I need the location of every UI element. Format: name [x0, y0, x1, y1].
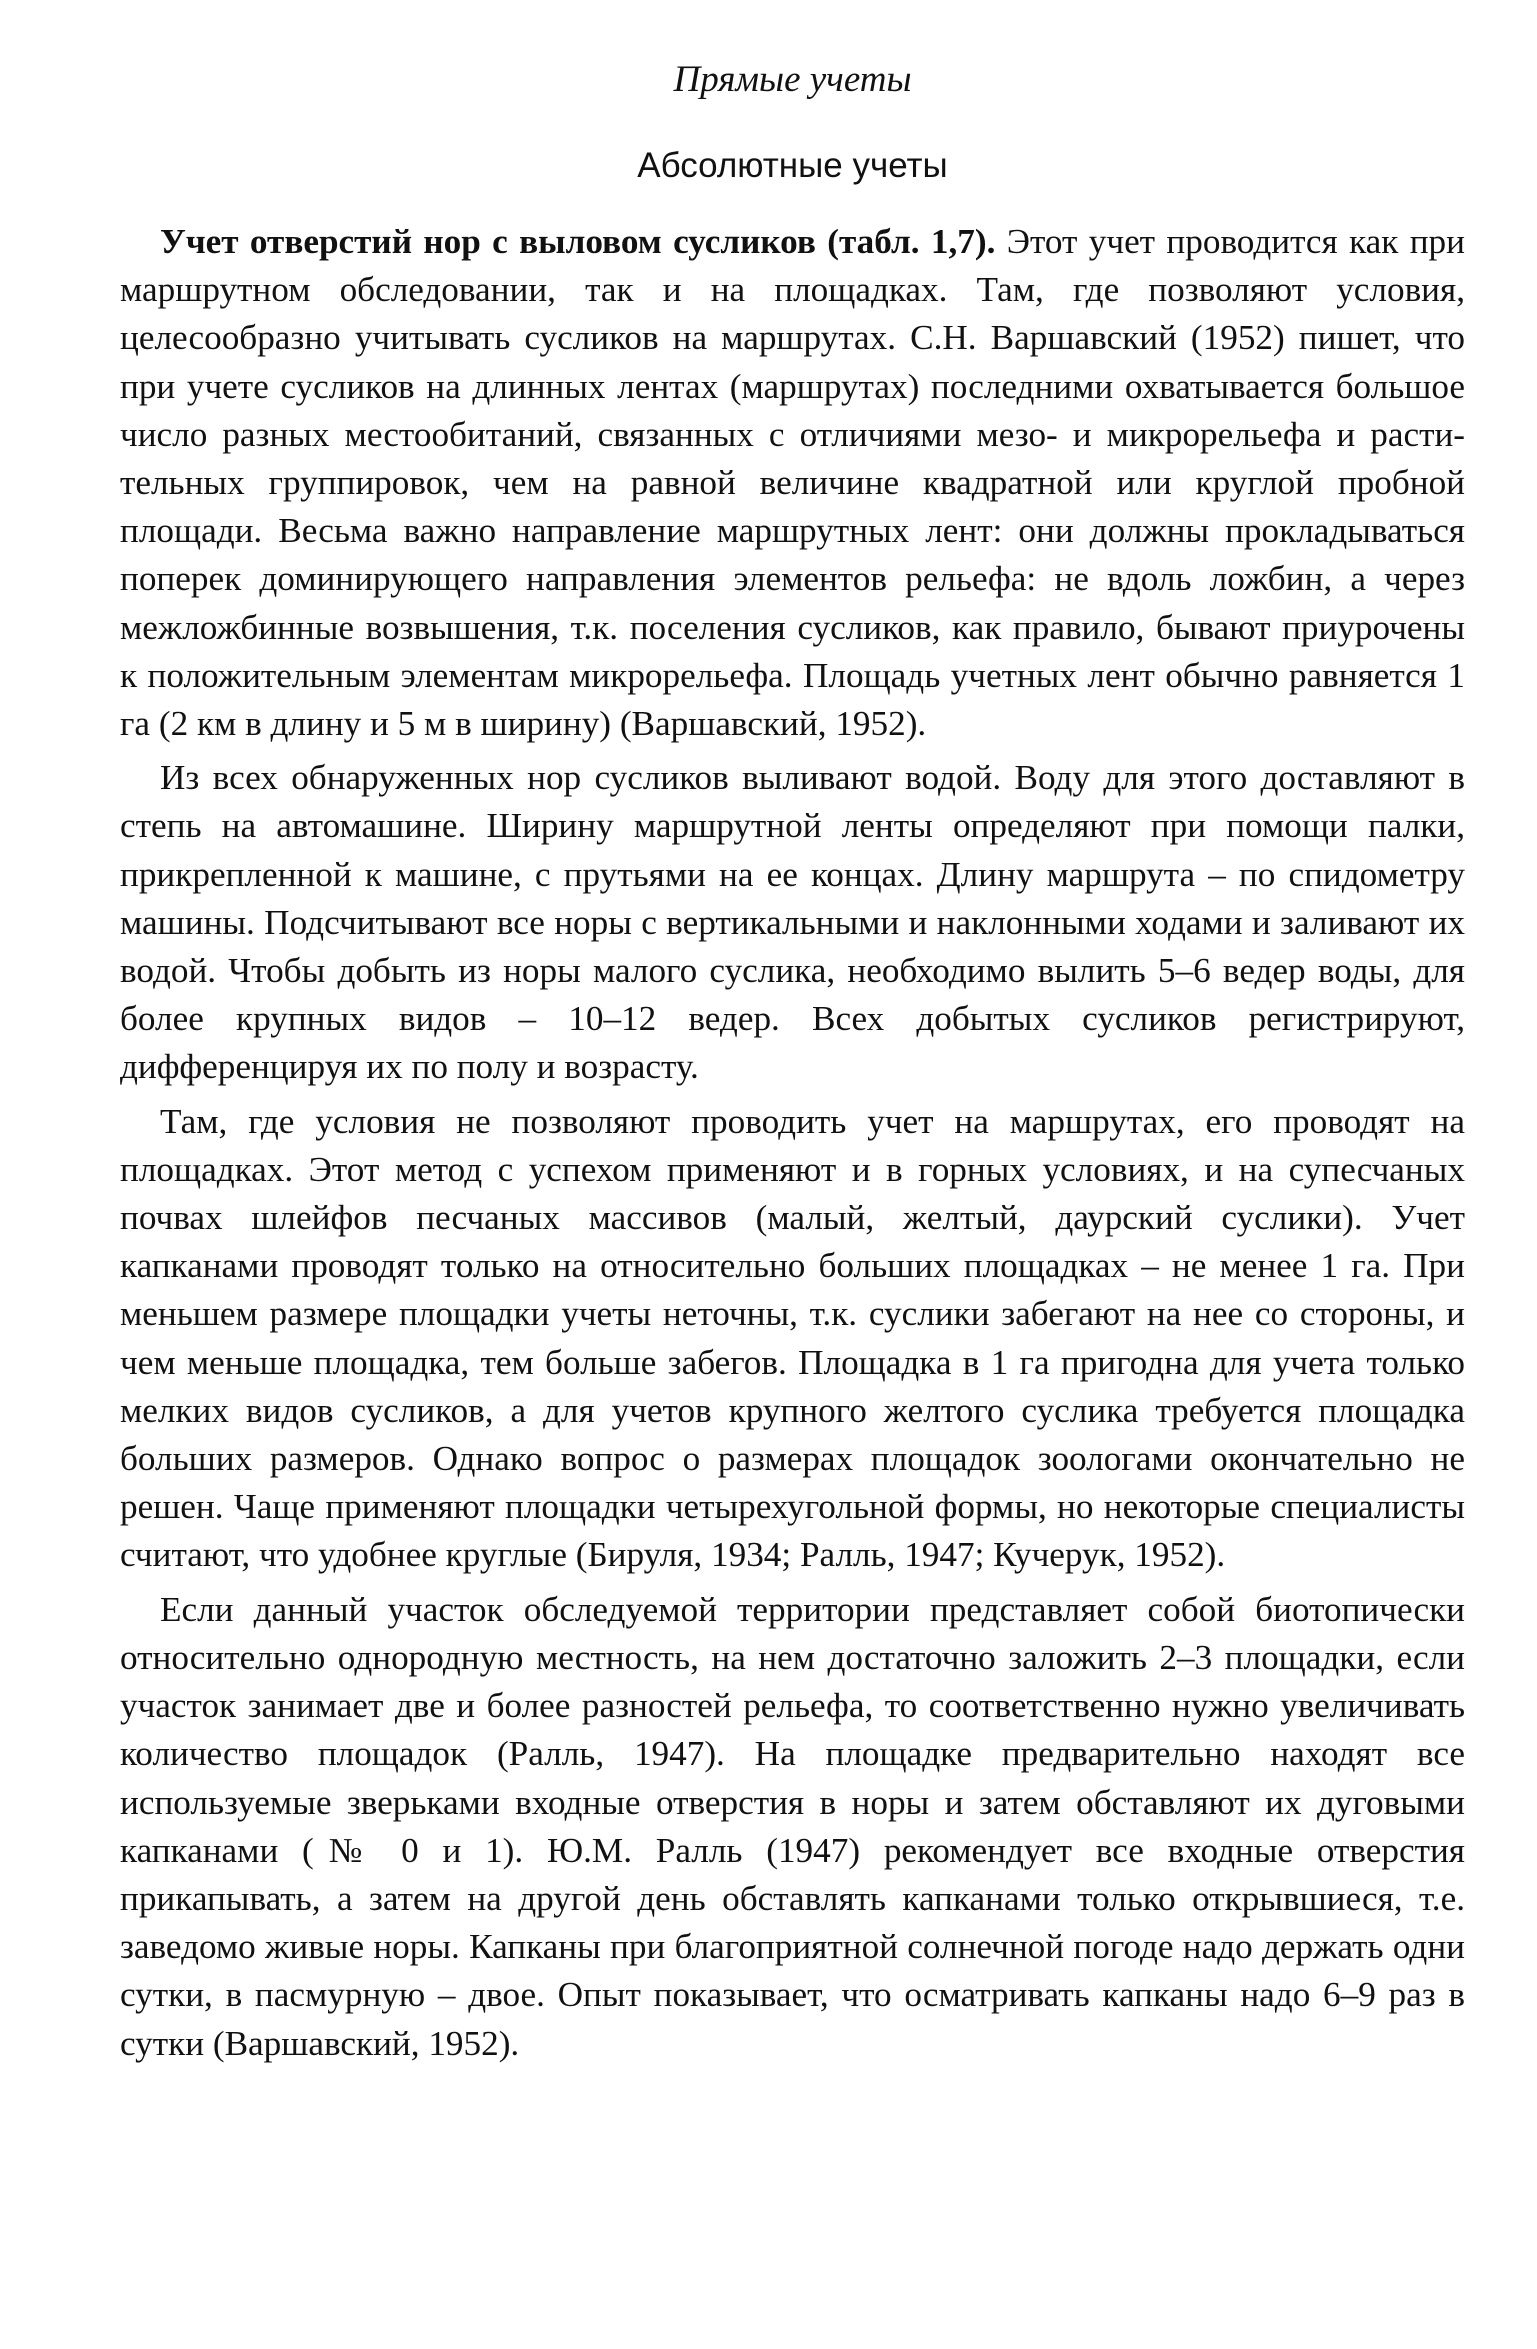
section-title: Абсолютные учеты [637, 146, 948, 185]
paragraph-1-lead: Учет отверстий нор с выловом сусликов (табл. 1,7). [160, 222, 996, 261]
paragraph-4 [120, 1586, 1465, 2068]
paragraph-4-text: Если данный участок обследуемой территории представляет собой биотопически относительно однородную местность, на нем достаточно заложить 2–3 площадки, если участок занимает две и более разностей рельефа, то соответственно нужно увеличивать количество площадок (Ралль, 1947). На площадке предварительно находят все используемые зверьками входные отверстия в норы и затем обставляют их дуговыми капканами (№ 0 и 1). Ю.М. Ралль (1947) рекомендует все входные отверстия прикапывать, а затем на другой день обставлять капканами только открывшиеся, т.е. заведомо живые норы. Капканы при благоприятной солнечной погоде надо держать одни сутки, в пасмурную – двое. Опыт показывает, что осматривать капканы надо 6–9 раз в сутки (Варшавский, 1952). [120, 1589, 1465, 2063]
book-page [120, 58, 1465, 2074]
paragraph-2-text: Из всех обнаруженных нор сусликов выливают водой. Воду для этого доставляют в степь на автомашине. Ширину маршрутной ленты определяют при помощи палки, прикрепленной к машине, с прутьями на ее концах. Длину маршрута – по спидометру машины. Подсчитывают все норы с вертикальными и наклонными ходами и заливают их водой. Чтобы добыть из норы малого суслика, необходимо вылить 5–6 ведер воды, для более крупных видов – 10–12 ведер. Всех добытых сусликов регистрируют, дифференцируя их по полу и возрасту. [120, 758, 1465, 1087]
paragraph-1-text: Этот учет проводится как при маршрутном обследовании, так и на площадках. Там, где позволяют условия, целесообразно учитывать сусликов на маршрутах. С.Н. Варшавский (1952) пишет, что при учете сусликов на длинных лентах (маршрутах) последними охватывается большое число разных местообитаний, связанных с отличиями мезо- и микрорельефа и растительных группировок, чем на равной величине квадратной или круглой пробной площади. Весьма важно направление маршрутных лент: они должны прокладываться поперек доминирующего направления элементов рельефа: не вдоль ложбин, а через межложбинные возвышения, т.к. поселения сусликов, как правило, бывают приурочены к положительным элементам микрорельефа. Площадь учетных лент обычно равняется 1 га (2 км в длину и 5 м в ширину) (Варшавский, 1952). [120, 222, 1465, 744]
paragraph-3 [120, 1098, 1465, 1580]
running-head: Прямые учеты [673, 59, 912, 100]
paragraph-1 [120, 218, 1465, 748]
paragraph-3-text: Там, где условия не позволяют проводить учет на маршрутах, его проводят на площадках. Этот метод с успехом применяют и в горных условиях, и на супесчаных почвах шлейфов песчаных массивов (малый, желтый, даурский суслики). Учет капканами проводят только на относительно больших площадках – не менее 1 га. При меньшем размере площадки учеты неточны, т.к. суслики забегают на нее со стороны, и чем меньше площадка, тем больше забегов. Площадка в 1 га пригодна для учета только мелких видов сусликов, а для учетов крупного желтого суслика требуется площадка больших размеров. Однако вопрос о размерах площадок зоологами окончательно не решен. Чаще применяют площадки четырехугольной формы, но некоторые специалисты считают, что удобнее круглые (Бируля, 1934; Ралль, 1947; Кучерук, 1952). [120, 1101, 1465, 1575]
paragraph-2 [120, 754, 1465, 1091]
